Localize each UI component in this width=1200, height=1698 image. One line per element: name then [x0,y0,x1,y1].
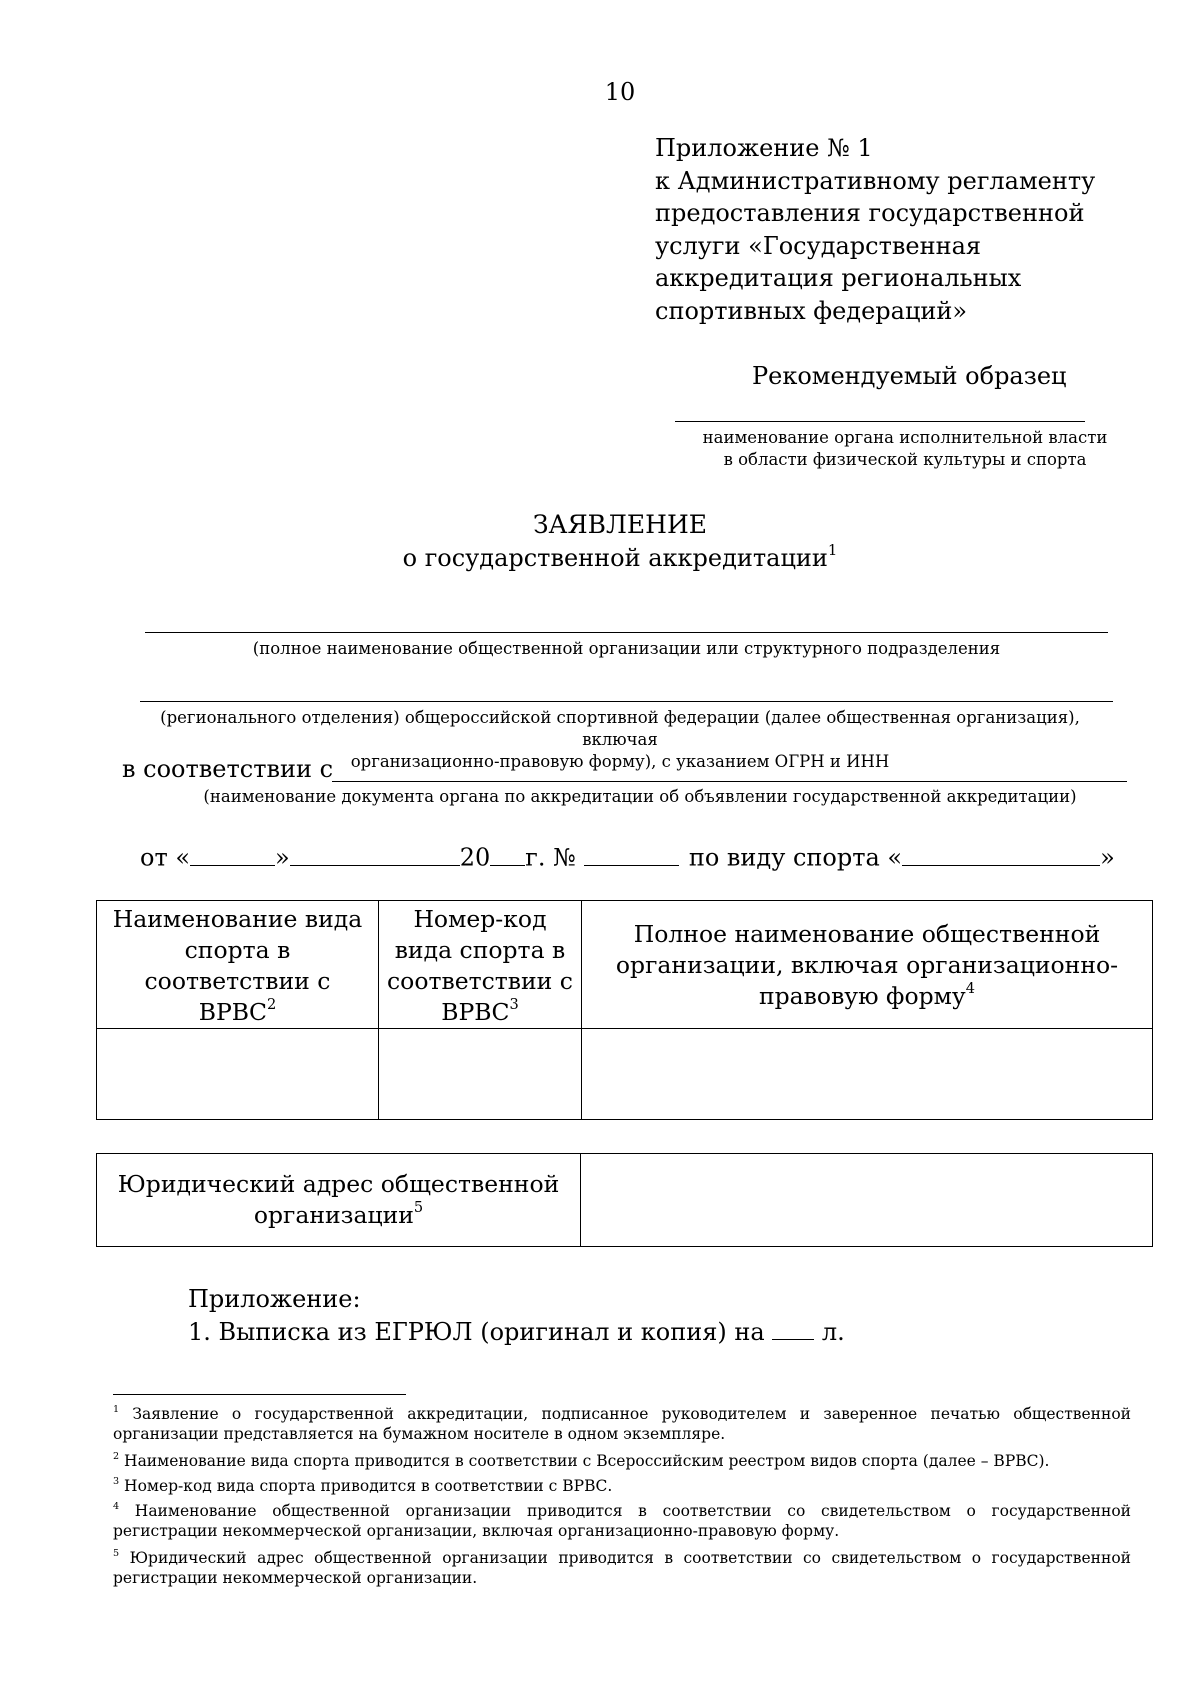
footnote-ref: 3 [509,996,519,1014]
input-cell-sport-name[interactable] [97,1029,379,1120]
accordance-blank-line[interactable] [332,781,1127,782]
footnote-2 [113,1451,1131,1471]
attachments-heading: Приложение: [188,1285,361,1313]
sport-table [96,900,1153,1120]
attachments-block [188,1283,845,1349]
header-text: правовую форму [758,982,966,1010]
date-line [140,843,1115,872]
footnote-ref: 5 [413,1199,424,1217]
month-blank[interactable] [290,843,460,866]
header-cell-sport-name [97,901,379,1029]
footnote-mark: 5 [113,1547,120,1559]
org-name-blank-line[interactable] [145,632,1108,633]
date-quote: » [275,843,290,872]
footnote-1 [113,1404,1131,1444]
date-from-label: от « [140,843,191,872]
address-label-cell [97,1154,581,1247]
footnote-ref: 4 [965,980,976,998]
appendix-line: услуги «Государственная [655,231,982,260]
subtitle-text: о государственной аккредитации [402,544,828,572]
footnote-separator [113,1394,406,1395]
footnote-mark: 4 [113,1500,120,1512]
attachment-item [188,1316,845,1349]
number-blank[interactable] [584,843,679,866]
appendix-line: предоставления государственной [655,199,1085,227]
appendix-line: аккредитация региональных [655,264,1022,292]
year-blank[interactable] [490,843,525,866]
header-line: соответствии с [387,967,573,995]
number-label: г. № [525,843,576,872]
header-line: Полное наименование общественной [633,920,1101,948]
appendix-line: к Административному регламенту [655,166,1096,195]
footnote-text: Юридический адрес общественной организации приводится в соответствии со свидетельством о государственной регистрации некоммерческой организации. [113,1549,1131,1587]
footnote-4 [113,1501,1131,1541]
appendix-line: спортивных федераций» [655,296,968,325]
footnote-3 [113,1476,1131,1496]
attachment-item-text: 1. Выписка из ЕГРЮЛ (оригинал и копия) на [188,1318,765,1346]
footnote-text: Наименование вида спорта приводится в соответствии с Всероссийским реестром видов спорта (далее – ВРВС). [124,1452,1050,1470]
appendix-block [655,132,1095,327]
org-caption-line: (регионального отделения) общероссийской спортивной федерации (далее общественная организация), включая [160,708,1080,749]
org-name-blank-line-2[interactable] [140,701,1113,702]
authority-caption-line: наименование органа исполнительной власти [702,428,1108,447]
sport-blank[interactable] [902,843,1100,866]
sport-label: по виду спорта « [688,843,903,872]
day-blank[interactable] [190,843,275,866]
address-label-text: организации [253,1201,414,1229]
attachment-item-suffix: л. [821,1318,845,1346]
authority-caption-line: в области физической культуры и спорта [723,450,1087,469]
header-line: соответствии с [144,967,331,995]
sheets-blank[interactable] [772,1317,814,1340]
header-text: ВРВС [441,998,510,1026]
header-text: ВРВС [198,998,268,1026]
accordance-label: в соответствии с [122,755,334,783]
authority-caption [675,427,1135,471]
footnote-5 [113,1548,1131,1588]
footnote-mark: 1 [113,1403,120,1415]
accordance-caption: (наименование документа органа по аккредитации об объявлении государственной аккредитации) [203,787,1077,806]
header-line [97,997,378,1028]
address-label-line: Юридический адрес общественной [117,1170,560,1198]
header-cell-sport-code [379,901,582,1029]
org-caption-1: (полное наименование общественной организации или структурного подразделения [252,639,1001,658]
address-input-cell[interactable] [581,1154,1153,1247]
document-title: ЗАЯВЛЕНИЕ [532,510,708,539]
page-number: 10 [604,78,636,106]
org-caption-line: организационно-правовую форму), с указанием ОГРН и ИНН [350,752,890,771]
address-label-line [97,1200,580,1231]
sample-label: Рекомендуемый образец [752,362,1067,390]
sport-quote: » [1100,843,1115,872]
footnote-mark: 2 [113,1450,120,1462]
header-line: организации, включая организационно- [615,951,1119,979]
address-table [96,1153,1153,1247]
header-line: вида спорта в [394,936,566,964]
input-cell-org-name[interactable] [582,1029,1153,1120]
table-header-row [97,901,1153,1029]
header-line: спорта в [184,936,291,964]
footnote-text: Наименование общественной организации приводится в соответствии со свидетельством о государственной регистрации некоммерческой организации, включая организационно-правовую форму. [113,1502,1131,1540]
appendix-line: Приложение № 1 [655,134,873,162]
header-cell-org-name [582,901,1153,1029]
header-line: Наименование вида [112,905,363,933]
header-line [379,997,581,1028]
authority-blank-line[interactable] [675,421,1085,422]
input-cell-sport-code[interactable] [379,1029,582,1120]
document-subtitle [0,540,1200,572]
footnote-ref: 1 [827,540,838,559]
table-row [97,1154,1153,1247]
footnote-ref: 2 [267,996,277,1014]
footnote-text: Номер-код вида спорта приводится в соответствии с ВРВС. [124,1477,613,1495]
footnote-mark: 3 [113,1475,120,1487]
year-prefix: 20 [459,843,491,872]
footnote-text: Заявление о государственной аккредитации, подписанное руководителем и заверенное печатью общественной организации представляется на бумажном носителе в одном экземпляре. [113,1405,1131,1443]
table-row [97,1029,1153,1120]
header-line: Номер-код [413,905,547,933]
header-line [582,981,1152,1012]
